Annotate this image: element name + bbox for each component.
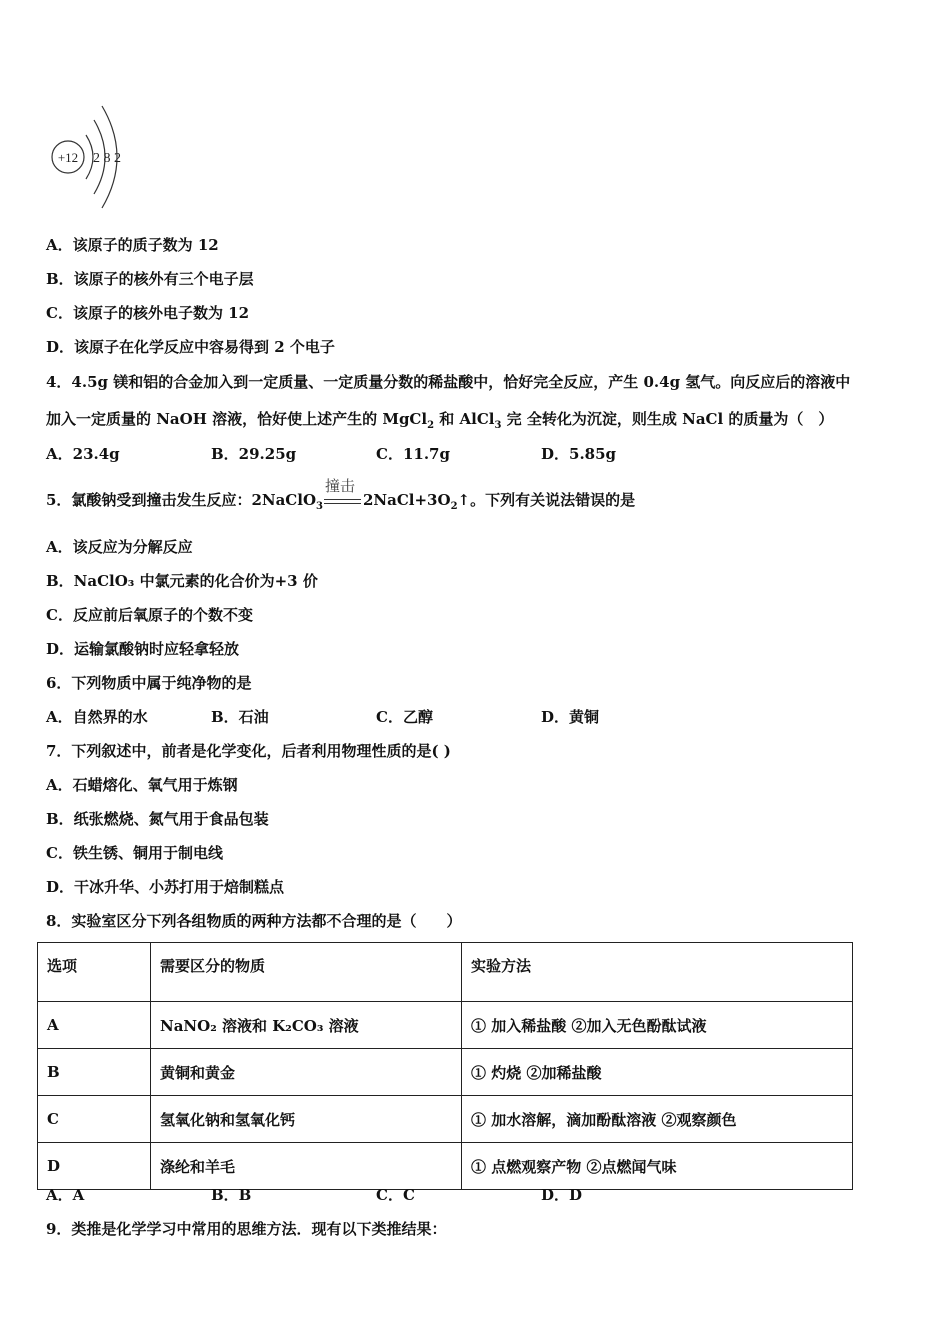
q5-stem: 5．氯酸钠受到撞击发生反应：2NaClO$_3$ 撞击 $2NaCl+3O_2↑$。下列有关说法错误的是 <box>46 477 636 512</box>
row-method: ① 加水溶解，滴加酚酞溶液 ②观察颜色 <box>462 1096 853 1143</box>
header-substances: 需要区分的物质 <box>151 943 462 1002</box>
table-row <box>38 1143 853 1190</box>
q8-option-d: D．D <box>541 1186 583 1204</box>
q5-option-b: B．NaClO₃ 中氯元素的化合价为+3 价 <box>46 572 318 590</box>
q4-stem-line1: 4．4.5g 镁和铝的合金加入到一定质量、一定质量分数的稀盐酸中，恰好完全反应，产生 0.4g 氢气。向反应后的溶液中 <box>46 373 851 391</box>
q8-options <box>46 1185 866 1205</box>
q8-option-c: C．C <box>376 1186 415 1204</box>
q6-option-a: A．自然界的水 <box>46 708 148 726</box>
q4-option-a: A．23.4g <box>46 445 120 463</box>
q5-option-c: C．反应前后氧原子的个数不变 <box>46 606 253 624</box>
q5-option-d: D．运输氯酸钠时应轻拿轻放 <box>46 640 240 658</box>
atom-structure-diagram <box>48 100 148 215</box>
table-header-row <box>38 943 853 1002</box>
q8-option-b: B．B <box>211 1186 252 1204</box>
row-method: ① 加入稀盐酸 ②加入无色酚酞试液 <box>462 1002 853 1049</box>
row-option: C <box>38 1096 151 1143</box>
q7-option-a: A．石蜡熔化、氧气用于炼钢 <box>46 776 238 794</box>
q6-stem: 6．下列物质中属于纯净物的是 <box>46 674 252 692</box>
q8-table <box>37 942 853 1190</box>
q7-stem: 7．下列叙述中，前者是化学变化，后者利用物理性质的是( ) <box>46 742 451 760</box>
electron-shell-1 <box>86 135 93 179</box>
q7-option-b: B．纸张燃烧、氮气用于食品包装 <box>46 810 269 828</box>
q9-stem: 9．类推是化学学习中常用的思维方法．现有以下类推结果： <box>46 1220 447 1238</box>
row-substances: 涤纶和羊毛 <box>151 1143 462 1190</box>
row-substances: 黄铜和黄金 <box>151 1049 462 1096</box>
q6-option-b: B．石油 <box>211 708 269 726</box>
reaction-condition: 撞击 <box>324 477 355 495</box>
q3-option-a: A．该原子的质子数为 12 <box>46 236 219 254</box>
q4-option-d: D．5.85g <box>541 445 617 463</box>
table-row <box>38 1002 853 1049</box>
q4-option-b: B．29.25g <box>211 445 297 463</box>
nucleus-charge: +12 <box>57 150 79 165</box>
q7-option-d: D．干冰升华、小苏打用于焙制糕点 <box>46 878 285 896</box>
row-method: ① 灼烧 ②加稀盐酸 <box>462 1049 853 1096</box>
q3-option-b: B．该原子的核外有三个电子层 <box>46 270 254 288</box>
row-option: D <box>38 1143 151 1190</box>
q3-option-c: C．该原子的核外电子数为 12 <box>46 304 250 322</box>
q5-option-a: A．该反应为分解反应 <box>46 538 193 556</box>
row-substances: NaNO₂ 溶液和 K₂CO₃ 溶液 <box>151 1002 462 1049</box>
q6-options <box>46 707 866 727</box>
row-method: ① 点燃观察产物 ②点燃闻气味 <box>462 1143 853 1190</box>
table-row <box>38 1049 853 1096</box>
q8-option-a: A．A <box>46 1186 85 1204</box>
row-option: A <box>38 1002 151 1049</box>
table-row <box>38 1096 853 1143</box>
q3-option-d: D．该原子在化学反应中容易得到 2 个电子 <box>46 338 335 356</box>
row-substances: 氢氧化钠和氢氧化钙 <box>151 1096 462 1143</box>
q4-options <box>46 444 866 464</box>
q7-option-c: C．铁生锈、铜用于制电线 <box>46 844 223 862</box>
header-method: 实验方法 <box>462 943 853 1002</box>
electron-shells-label: 2 8 2 <box>93 151 121 166</box>
q4-option-c: C．11.7g <box>376 445 450 463</box>
reaction-condition-equals <box>323 477 363 511</box>
q6-option-d: D．黄铜 <box>541 708 600 726</box>
q8-stem: 8．实验室区分下列各组物质的两种方法都不合理的是（ ） <box>46 912 462 930</box>
q6-option-c: C．乙醇 <box>376 708 433 726</box>
header-option: 选项 <box>38 943 151 1002</box>
row-option: B <box>38 1049 151 1096</box>
q4-stem-line2: 加入一定质量的 NaOH 溶液，恰好使上述产生的 MgCl$_2$ 和 AlCl$_3$ 完 全转化为沉淀，则生成 NaCl 的质量为（ ） <box>46 410 834 431</box>
